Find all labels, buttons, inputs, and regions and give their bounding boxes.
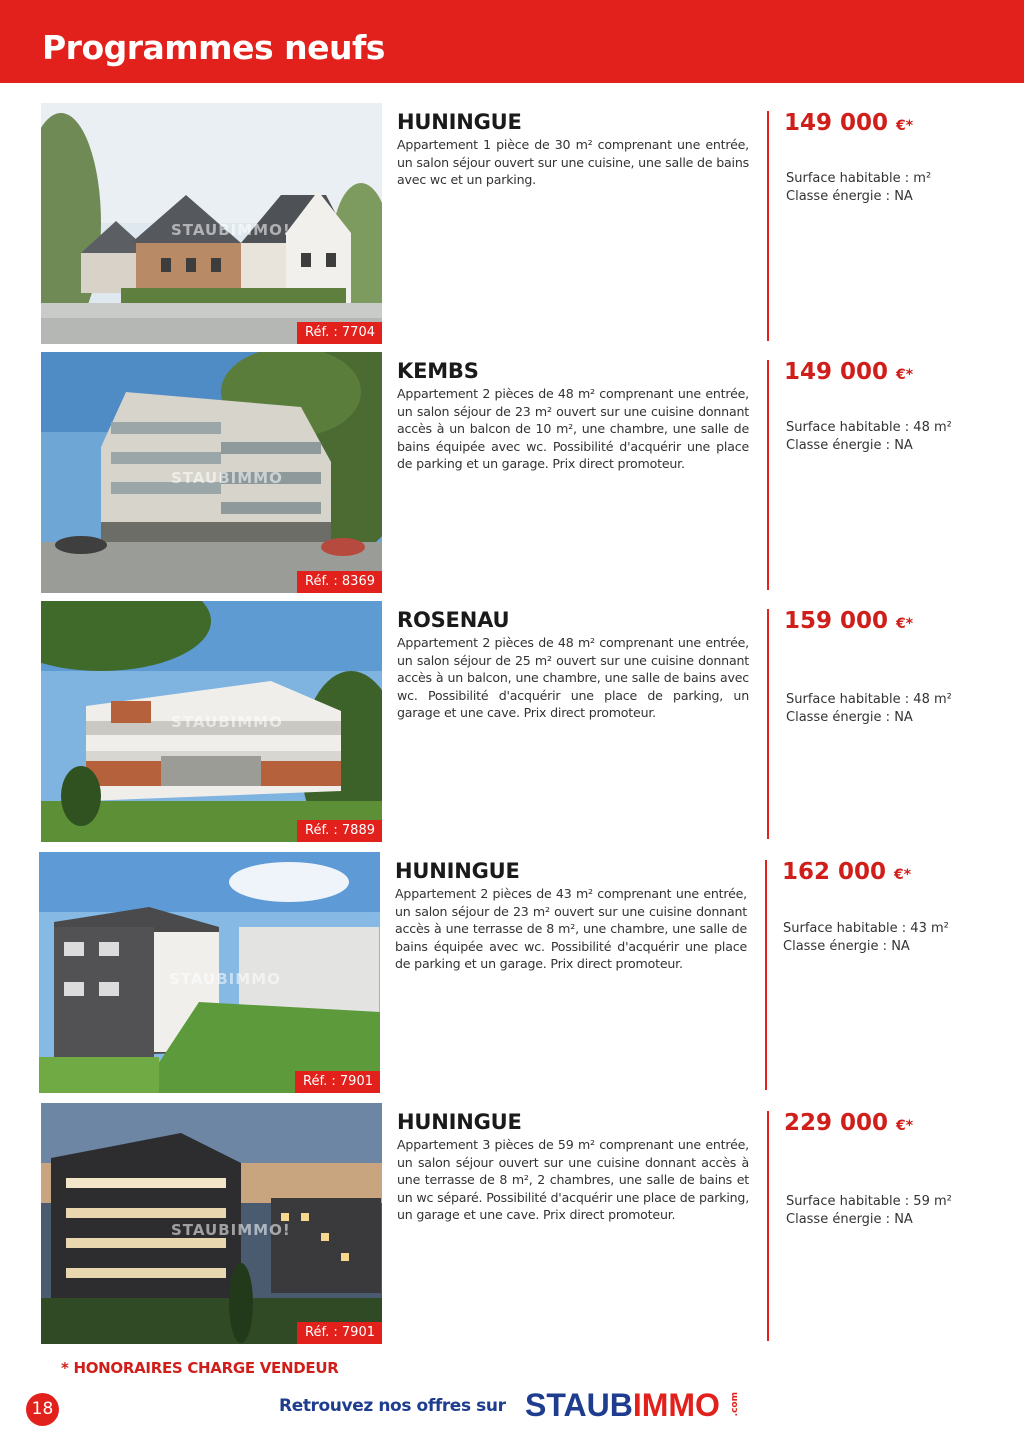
price-value: 162 000 — [782, 859, 887, 885]
price-value: 159 000 — [784, 608, 889, 634]
staubimmo-logo[interactable] — [525, 1387, 720, 1427]
page-number: 18 — [26, 1393, 59, 1426]
property-photo[interactable] — [41, 601, 382, 842]
listing-price — [784, 110, 913, 136]
listing-description: Appartement 2 pièces de 48 m² comprenant une entrée, un salon séjour de 23 m² ouvert sur une cuisine donnant accès à un balcon de 10 m², une chambre, une salle de bains équipée avec wc. Possibilité d'acquérir une place de parking et un garage. Prix direct promoteur. — [397, 386, 749, 472]
surface-info: Surface habitable : m² — [786, 171, 932, 186]
divider — [765, 860, 767, 1090]
divider — [767, 111, 769, 341]
website-cta: Retrouvez nos offres sur — [279, 1396, 506, 1416]
surface-info: Surface habitable : 48 m² — [786, 420, 952, 435]
listing-card[interactable] — [0, 1103, 1024, 1345]
energy-class: Classe énergie : NA — [786, 438, 913, 453]
listing-description: Appartement 2 pièces de 48 m² comprenant une entrée, un salon séjour de 25 m² ouvert sur une cuisine donnant accès à un balcon, une chambre, une salle de bains avec wc. Possibilité d'acquérir une place de parking, un garage et une cave. Prix direct promoteur. — [397, 635, 749, 721]
property-photo[interactable] — [41, 352, 382, 593]
listing-specs — [786, 1193, 952, 1229]
price-suffix: €* — [896, 616, 914, 632]
property-photo[interactable] — [41, 103, 382, 344]
surface-info: Surface habitable : 43 m² — [783, 921, 949, 936]
watermark: STAUBIMMO! — [171, 221, 291, 239]
listing-price — [784, 1110, 913, 1136]
reference-badge: Réf. : 7704 — [297, 322, 382, 344]
property-photo[interactable] — [39, 852, 380, 1093]
price-value: 229 000 — [784, 1110, 889, 1136]
watermark: STAUBIMMO — [171, 469, 283, 487]
listing-card[interactable] — [0, 601, 1024, 843]
divider — [767, 609, 769, 839]
listing-price — [784, 608, 913, 634]
reference-badge: Réf. : 7901 — [297, 1322, 382, 1344]
divider — [767, 360, 769, 590]
property-photo[interactable] — [41, 1103, 382, 1344]
listing-city: HUNINGUE — [397, 110, 522, 134]
fee-footnote: * HONORAIRES CHARGE VENDEUR — [61, 1359, 339, 1377]
price-value: 149 000 — [784, 110, 889, 136]
reference-badge: Réf. : 7889 — [297, 820, 382, 842]
listing-card[interactable] — [0, 352, 1024, 594]
listing-specs — [783, 920, 949, 956]
price-suffix: €* — [896, 1118, 914, 1134]
listing-description: Appartement 3 pièces de 59 m² comprenant une entrée, un salon séjour ouvert sur une cuisine donnant accès à une terrasse de 8 m², 2 chambres, une salle de bains et un wc séparé. Possibilité d'acquérir une place de parking, un garage et une cave. Prix direct promoteur. — [397, 1137, 749, 1223]
page-title: Programmes neufs — [42, 28, 385, 67]
energy-class: Classe énergie : NA — [786, 1212, 913, 1227]
watermark: STAUBIMMO — [171, 713, 283, 731]
price-value: 149 000 — [784, 359, 889, 385]
price-suffix: €* — [894, 867, 912, 883]
listing-specs — [786, 170, 931, 206]
reference-badge: Réf. : 7901 — [295, 1071, 380, 1093]
price-suffix: €* — [896, 367, 914, 383]
listing-specs — [786, 691, 952, 727]
price-suffix: €* — [896, 118, 914, 134]
listing-description: Appartement 1 pièce de 30 m² comprenant une entrée, un salon séjour ouvert sur une cuisine, une salle de bains avec wc et un parking. — [397, 137, 749, 188]
listing-price — [784, 359, 913, 385]
listing-city: KEMBS — [397, 359, 479, 383]
watermark: STAUBIMMO! — [171, 1221, 291, 1239]
logo-tld: .com — [730, 1392, 740, 1417]
listing-city: ROSENAU — [397, 608, 510, 632]
energy-class: Classe énergie : NA — [783, 939, 910, 954]
logo-part-staub: STAUB — [525, 1387, 633, 1423]
logo-part-immo: IMMO — [632, 1387, 720, 1423]
energy-class: Classe énergie : NA — [786, 710, 913, 725]
watermark: STAUBIMMO — [169, 970, 281, 988]
listing-city: HUNINGUE — [395, 859, 520, 883]
listing-city: HUNINGUE — [397, 1110, 522, 1134]
listing-specs — [786, 419, 952, 455]
reference-badge: Réf. : 8369 — [297, 571, 382, 593]
energy-class: Classe énergie : NA — [786, 189, 913, 204]
surface-info: Surface habitable : 59 m² — [786, 1194, 952, 1209]
listing-card[interactable] — [0, 852, 1024, 1094]
listing-description: Appartement 2 pièces de 43 m² comprenant une entrée, un salon séjour de 23 m² ouvert sur une cuisine donnant accès à une terrasse de 8 m², une chambre, une salle de bains équipée avec wc. Possibilité d'acquérir une place de parking et un garage. Prix direct promoteur. — [395, 886, 747, 972]
page-header — [0, 0, 1024, 83]
listing-price — [782, 859, 911, 885]
listing-card[interactable] — [0, 103, 1024, 345]
surface-info: Surface habitable : 48 m² — [786, 692, 952, 707]
divider — [767, 1111, 769, 1341]
